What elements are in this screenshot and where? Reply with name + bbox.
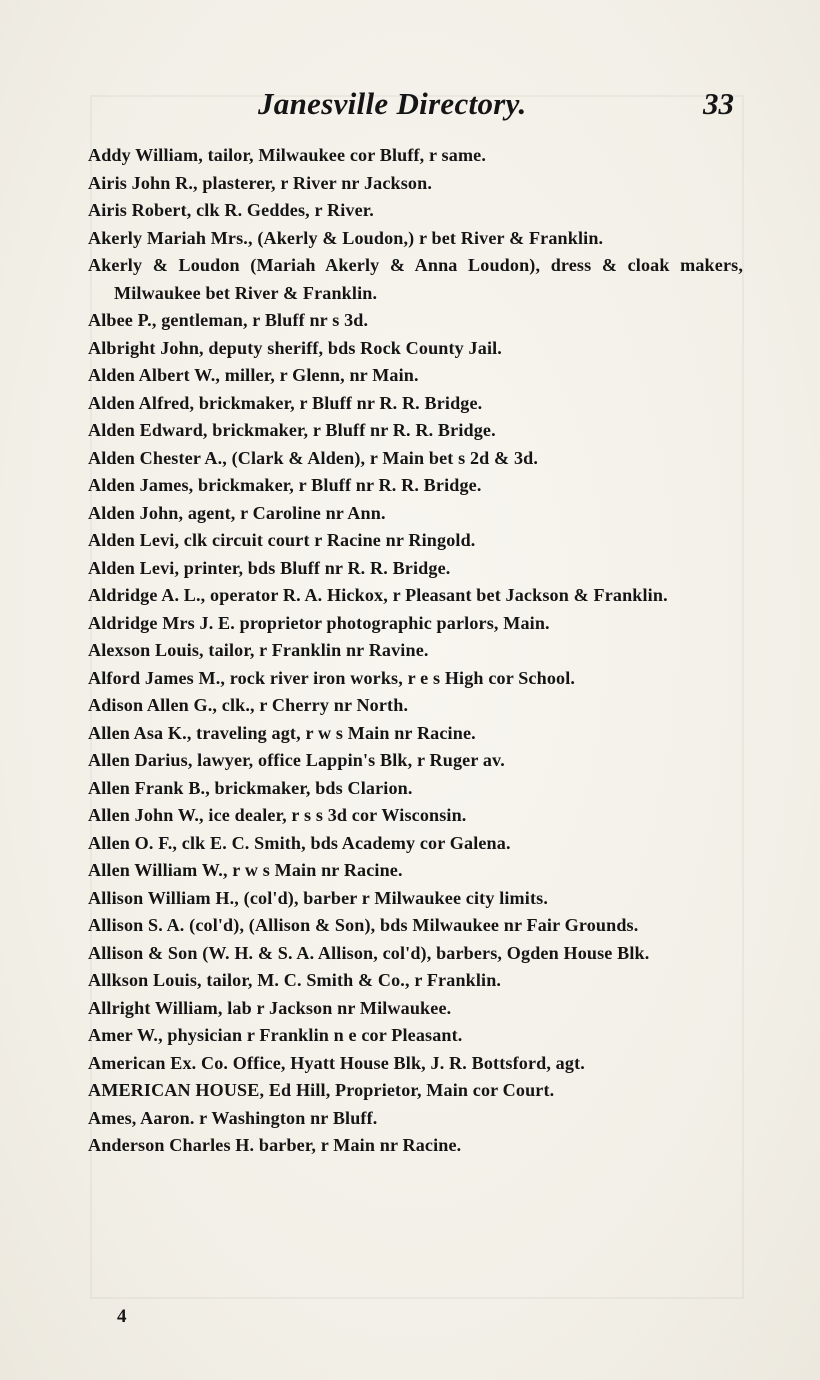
directory-entries bbox=[88, 142, 743, 1160]
directory-entry: Akerly Mariah Mrs., (Akerly & Loudon,) r bet River & Franklin. bbox=[88, 227, 604, 248]
directory-entry: Allison & Son (W. H. & S. A. Allison, col'd), barbers, Ogden House Blk. bbox=[88, 942, 650, 963]
directory-entry: Allkson Louis, tailor, M. C. Smith & Co., r Franklin. bbox=[88, 970, 502, 990]
running-header bbox=[88, 84, 738, 132]
directory-entry: Alden Chester A., (Clark & Alden), r Main bet s 2d & 3d. bbox=[88, 447, 539, 468]
directory-entry: Alexson Louis, tailor, r Franklin nr Ravine. bbox=[88, 640, 429, 660]
directory-entry: Albright John, deputy sheriff, bds Rock County Jail. bbox=[88, 337, 502, 358]
directory-entry: Airis John R., plasterer, r River nr Jackson. bbox=[88, 172, 433, 193]
directory-entry: Aldridge Mrs J. E. proprietor photographic parlors, Main. bbox=[88, 612, 550, 633]
directory-entry: Akerly & Loudon (Mariah Akerly & Anna Loudon), dress & cloak makers, Milwaukee bet River & Franklin. bbox=[88, 255, 743, 303]
directory-entry: Aldridge A. L., operator R. A. Hickox, r Pleasant bet Jackson & Franklin. bbox=[88, 585, 668, 605]
directory-entry: Allison William H., (col'd), barber r Milwaukee city limits. bbox=[88, 887, 548, 908]
directory-entry: Adison Allen G., clk., r Cherry nr North. bbox=[88, 695, 409, 715]
directory-entry: Alden Albert W., miller, r Glenn, nr Main. bbox=[88, 365, 419, 385]
directory-entry: Alford James M., rock river iron works, r e s High cor School. bbox=[88, 667, 576, 688]
directory-entry: Allen Asa K., traveling agt, r w s Main nr Racine. bbox=[88, 722, 476, 743]
directory-entry: Amer W., physician r Franklin n e cor Pleasant. bbox=[88, 1025, 463, 1045]
directory-entry: Allen O. F., clk E. C. Smith, bds Academy cor Galena. bbox=[88, 832, 511, 853]
directory-entry: Alden Levi, printer, bds Bluff nr R. R. Bridge. bbox=[88, 557, 451, 578]
directory-entry: Allright William, lab r Jackson nr Milwaukee. bbox=[88, 997, 452, 1018]
directory-entry: Allen John W., ice dealer, r s s 3d cor Wisconsin. bbox=[88, 805, 467, 825]
directory-entry: Airis Robert, clk R. Geddes, r River. bbox=[88, 200, 374, 220]
directory-entry: Allen Frank B., brickmaker, bds Clarion. bbox=[88, 777, 413, 798]
directory-entry: Albee P., gentleman, r Bluff nr s 3d. bbox=[88, 310, 369, 330]
directory-entry: AMERICAN HOUSE, Ed Hill, Proprietor, Main cor Court. bbox=[88, 1080, 555, 1100]
page-number: 33 bbox=[703, 86, 734, 121]
directory-entry: Alden Levi, clk circuit court r Racine nr Ringold. bbox=[88, 530, 476, 550]
signature-mark: 4 bbox=[117, 1306, 127, 1327]
directory-entry: Allen Darius, lawyer, office Lappin's Blk, r Ruger av. bbox=[88, 750, 505, 770]
directory-entry: Allison S. A. (col'd), (Allison & Son), bds Milwaukee nr Fair Grounds. bbox=[88, 915, 639, 935]
directory-entry: Anderson Charles H. barber, r Main nr Racine. bbox=[88, 1135, 462, 1155]
directory-entry: American Ex. Co. Office, Hyatt House Blk, J. R. Bottsford, agt. bbox=[88, 1052, 585, 1073]
directory-entry: Allen William W., r w s Main nr Racine. bbox=[88, 860, 403, 880]
directory-entry: Alden Alfred, brickmaker, r Bluff nr R. R. Bridge. bbox=[88, 392, 483, 413]
directory-entry: Alden Edward, brickmaker, r Bluff nr R. R. Bridge. bbox=[88, 420, 496, 440]
page-title: Janesville Directory. bbox=[258, 86, 527, 121]
directory-entry: Ames, Aaron. r Washington nr Bluff. bbox=[88, 1107, 378, 1128]
directory-entry: Alden James, brickmaker, r Bluff nr R. R. Bridge. bbox=[88, 475, 482, 495]
directory-entry: Alden John, agent, r Caroline nr Ann. bbox=[88, 502, 386, 523]
directory-entry: Addy William, tailor, Milwaukee cor Bluff, r same. bbox=[88, 145, 487, 165]
